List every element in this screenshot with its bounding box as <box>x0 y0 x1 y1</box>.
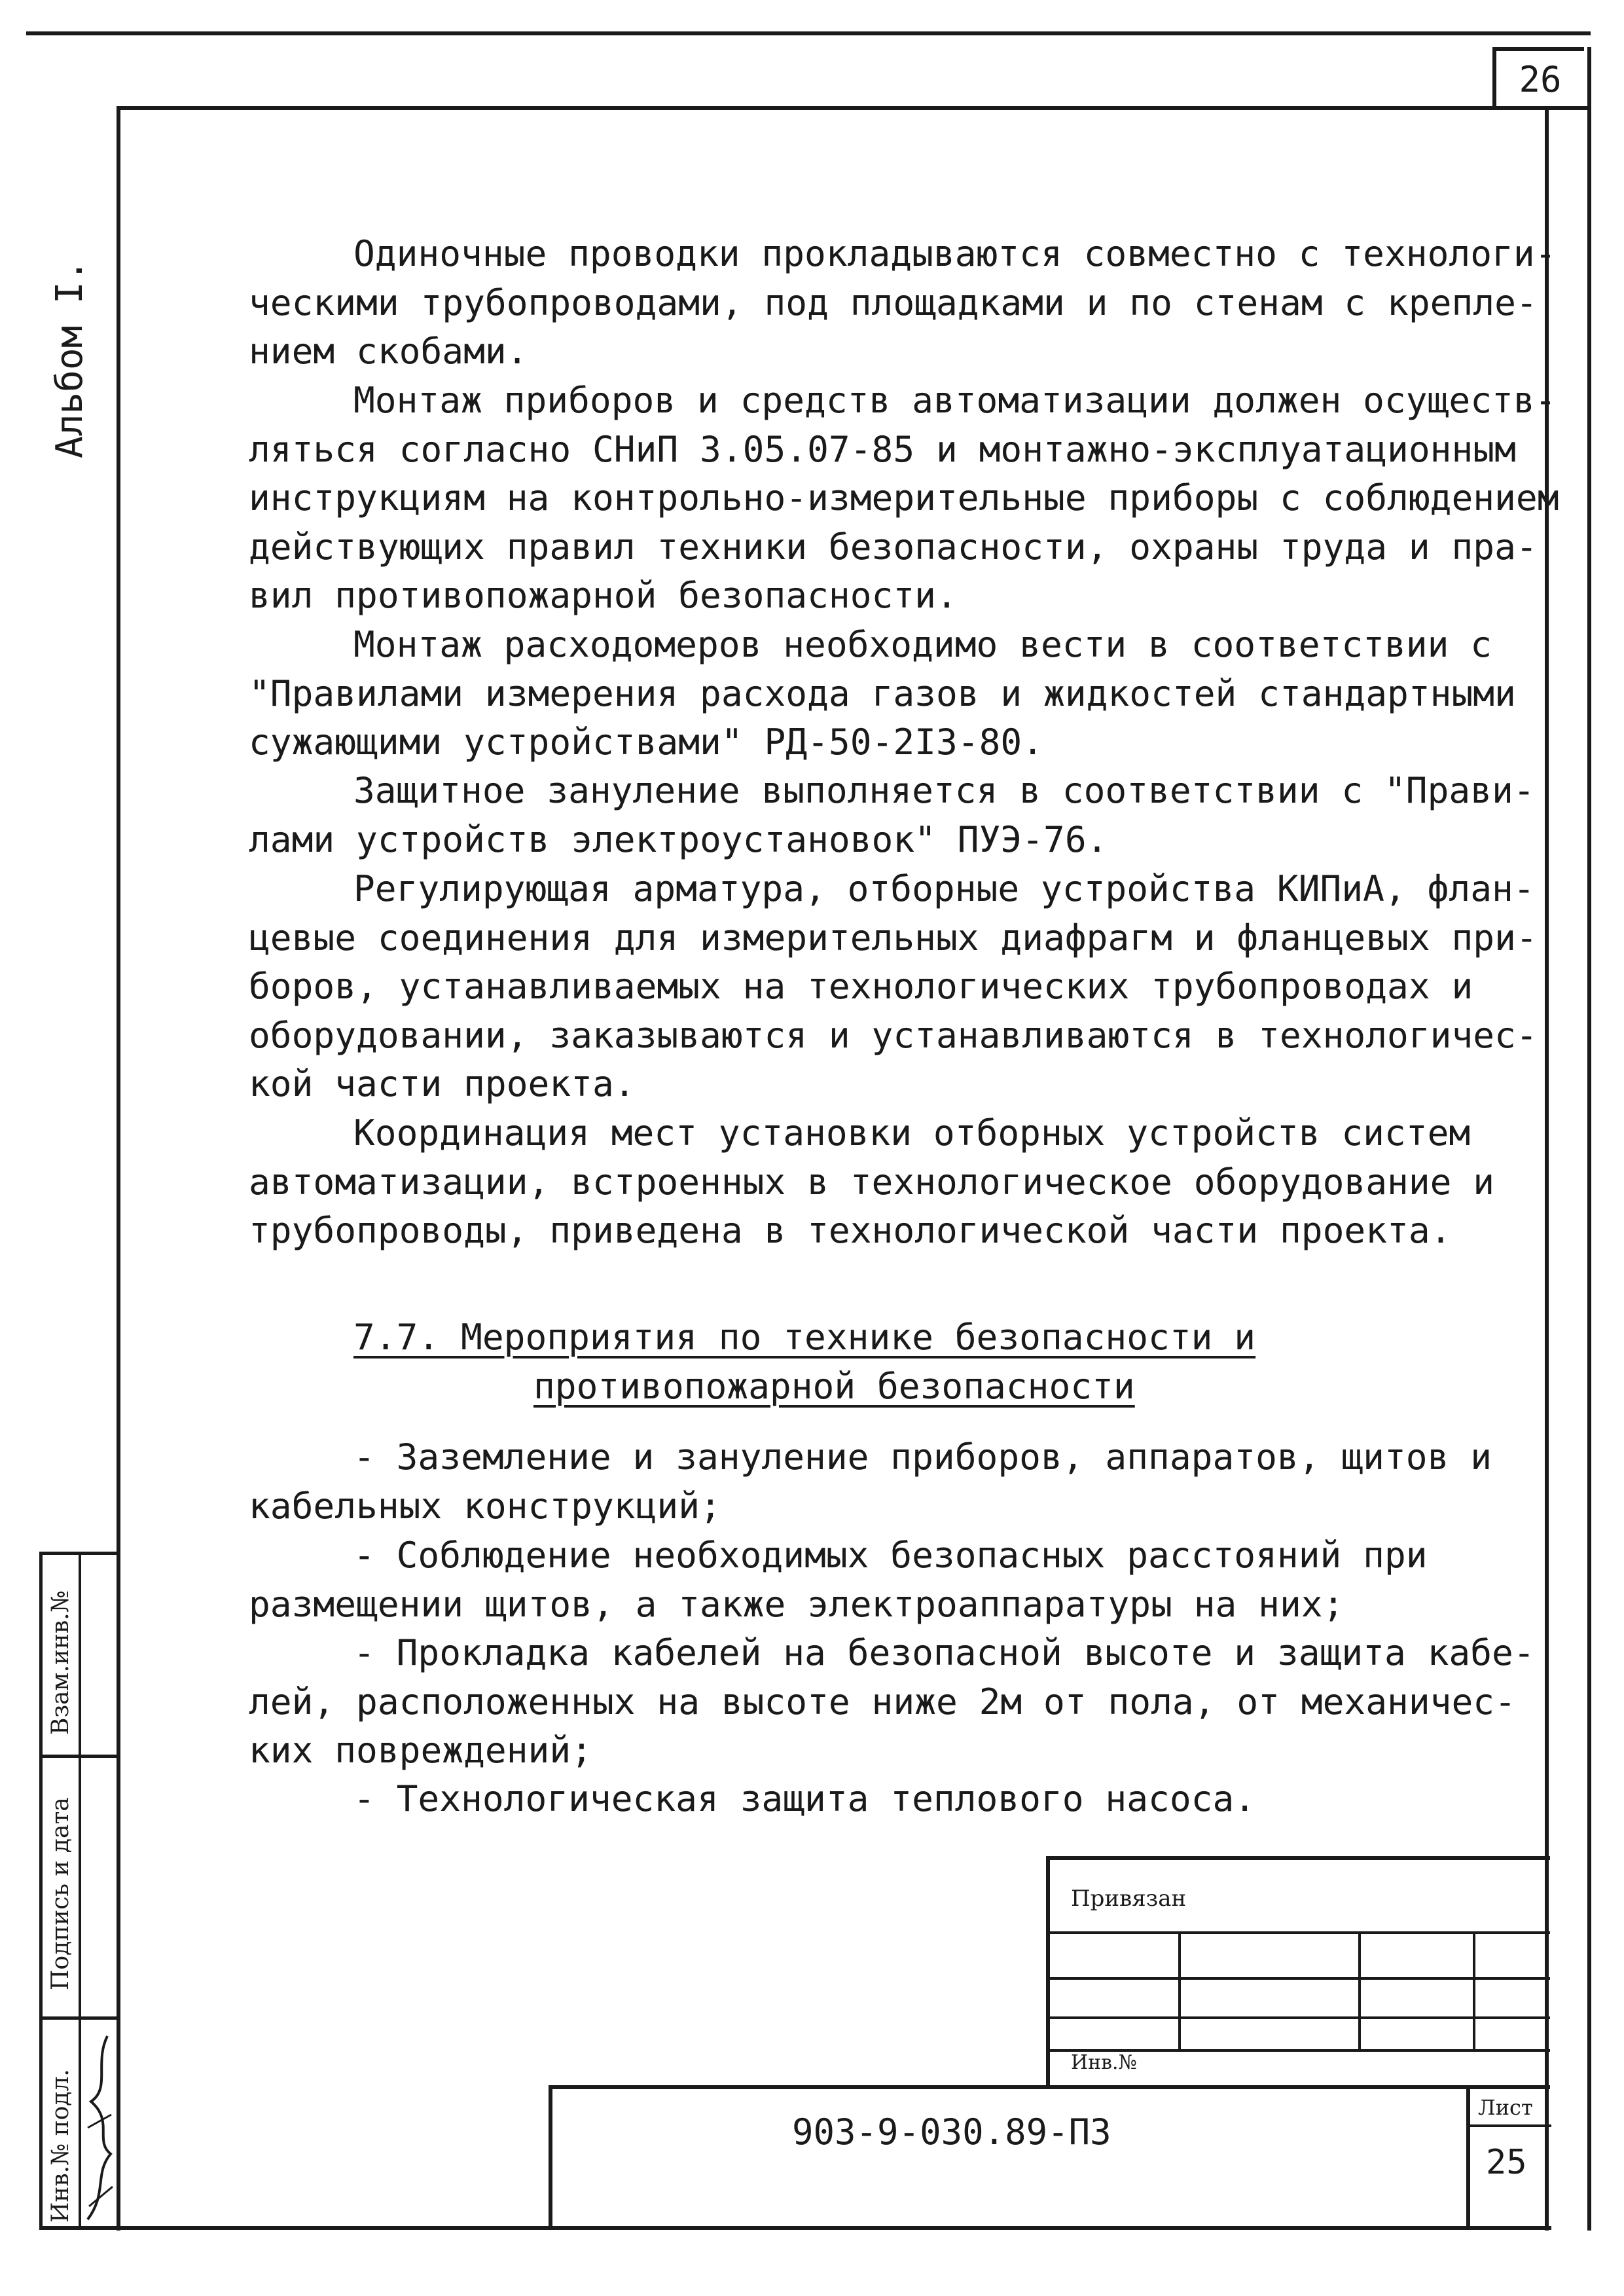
measure-grounding: - Заземление и зануление приборов, аппаратов, щитов и кабельных конструкций; <box>249 1436 1492 1527</box>
document-code: 903-9-030.89-ПЗ <box>792 2111 1111 2153</box>
paragraph-protective-grounding: Защитное зануление выполняется в соответствии с "Прави- лами устройств электроустановок" ПУЭ-76. <box>249 769 1535 860</box>
frame-right-outer <box>1587 106 1591 2231</box>
privyazan-label: Привязан <box>1071 1886 1187 1912</box>
inv-no-label: Инв.№ <box>1071 2051 1137 2074</box>
signature-image <box>81 2023 118 2226</box>
page-number: 26 <box>1492 47 1584 107</box>
section-heading-line1: 7.7. Мероприятия по технике безопасности и <box>353 1316 1256 1358</box>
frame-left <box>117 106 120 2231</box>
measure-cables: - Прокладка кабелей на безопасной высоте и защита кабе- лей, расположенных на высоте ниже 2м от пола, от механичес- ких повреждений; <box>249 1631 1535 1771</box>
frame-top <box>117 106 1589 110</box>
measure-heat-pump: - Технологическая защита теплового насоса. <box>353 1777 1256 1819</box>
vzam-inv-label: Взам.инв.№ <box>47 1590 74 1735</box>
frame-bottom <box>39 2226 1551 2230</box>
album-label: Альбом I. <box>48 259 91 458</box>
inv-orig-label: Инв.№ подл. <box>47 2069 74 2223</box>
paragraph-coordination: Координация мест установки отборных устройств систем автоматизации, встроенных в технологическое оборудование и трубопроводы, приведена в технологической части проекта. <box>249 1112 1495 1251</box>
section-heading-line2: противопожарной безопасности <box>533 1365 1135 1407</box>
page-number-box-right <box>1587 47 1591 110</box>
sheet-label: Лист <box>1478 2095 1533 2120</box>
sign-date-label: Подпись и дата <box>47 1797 74 1990</box>
sheet-number: 25 <box>1486 2143 1527 2182</box>
paragraph-control-valves: Регулирующая арматура, отборные устройства КИПиА, флан- цевые соединения для измерительных диафрагм и фланцевых при- боров, устанавливаемых на технологических трубопроводах и оборудовании, заказываются и устанавливаются в технологичес- кой части проекта. <box>249 867 1538 1104</box>
frame-right <box>1545 106 1549 2231</box>
measure-distances: - Соблюдение необходимых безопасных расстояний при размещении щитов, а также электроаппаратуры на них; <box>249 1534 1428 1625</box>
paragraph-installation: Монтаж приборов и средств автоматизации должен осуществ- ляться согласно СНиП 3.05.07-85 и монтажно-эксплуатационным инструкциям на контрольно-измерительные приборы с соблюдением действующих правил техники безопасности, охраны труда и пра- вил противопожарной безопасности. <box>249 379 1559 616</box>
paragraph-flowmeters: Монтаж расходомеров необходимо вести в соответствии с "Правилами измерения расхода газов и жидкостей стандартными сужающими устройствами" РД-50-2I3-80. <box>249 623 1516 763</box>
paragraph-single-wiring: Одиночные проводки прокладываются совместно с технологи- ческими трубопроводами, под площадками и по стенам с крепле- нием скобами. <box>249 232 1557 372</box>
top-border-line <box>26 31 1591 35</box>
